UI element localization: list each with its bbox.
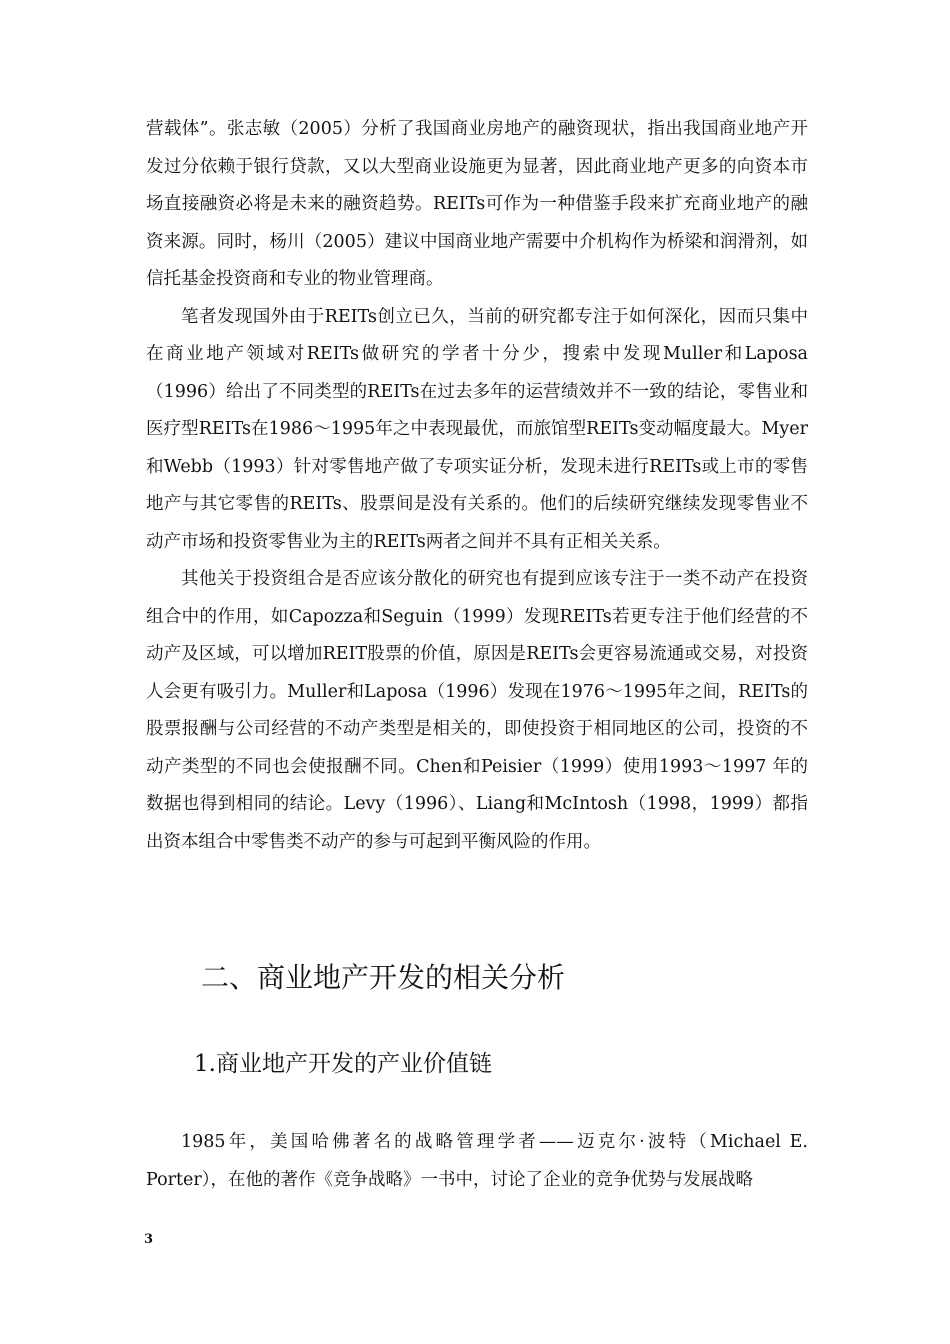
paragraph-value-chain: 1985年，美国哈佛著名的战略管理学者——迈克尔·波特（Michael E. Porter），在他的著作《竞争战略》一书中，讨论了企业的竞争优势与发展战略: [146, 1132, 808, 1190]
body-text-bottom: [146, 1124, 808, 1199]
paragraph-reits-research: 笔者发现国外由于REITs创立已久，当前的研究都专注于如何深化，因而只集中在商业地产领域对REITs做研究的学者十分少，搜索中发现Muller和Laposa（1996）给出了不同类型的REITs在过去多年的运营绩效并不一致的结论，零售业和医疗型REITs在1986～1995年之中表现最优，而旅馆型REITs变动幅度最大。Myer和Webb（1993）针对零售地产做了专项实证分析，发现未进行REITs或上市的零售地产与其它零售的REITs、股票间是没有关系的。他们的后续研究继续发现零售业不动产市场和投资零售业为主的REITs两者之间并不具有正相关关系。: [146, 306, 808, 552]
subsection-heading: 1.商业地产开发的产业价值链: [194, 1051, 492, 1077]
paragraph-portfolio-research: 其他关于投资组合是否应该分散化的研究也有提到应该专注于一类不动产在投资组合中的作用，如Capozza和Seguin（1999）发现REITs若更专注于他们经营的不动产及区域，可以增加REIT股票的价值，原因是REITs会更容易流通或交易，对投资人会更有吸引力。Muller和Laposa（1996）发现在1976～1995年之间，REITs的股票报酬与公司经营的不动产类型是相关的，即使投资于相同地区的公司，投资的不动产类型的不同也会使报酬不同。Chen和Peisier（1999）使用1993～1997 年的数据也得到相同的结论。Levy（1996）、Liang和McIntosh（1998，1999）都指出资本组合中零售类不动产的参与可起到平衡风险的作用。: [146, 569, 808, 852]
paragraph-continuation: 营载体”。张志敏（2005）分析了我国商业房地产的融资现状，指出我国商业地产开发过分依赖于银行贷款，又以大型商业设施更为显著，因此商业地产更多的向资本市场直接融资必将是未来的融资趋势。REITs可作为一种借鉴手段来扩充商业地产的融资来源。同时，杨川（2005）建议中国商业地产需要中介机构作为桥梁和润滑剂，如信托基金投资商和专业的物业管理商。: [146, 119, 808, 289]
page-number: 3: [144, 1232, 154, 1247]
body-text-top: [146, 111, 808, 861]
section-heading: 二、商业地产开发的相关分析: [201, 961, 566, 994]
